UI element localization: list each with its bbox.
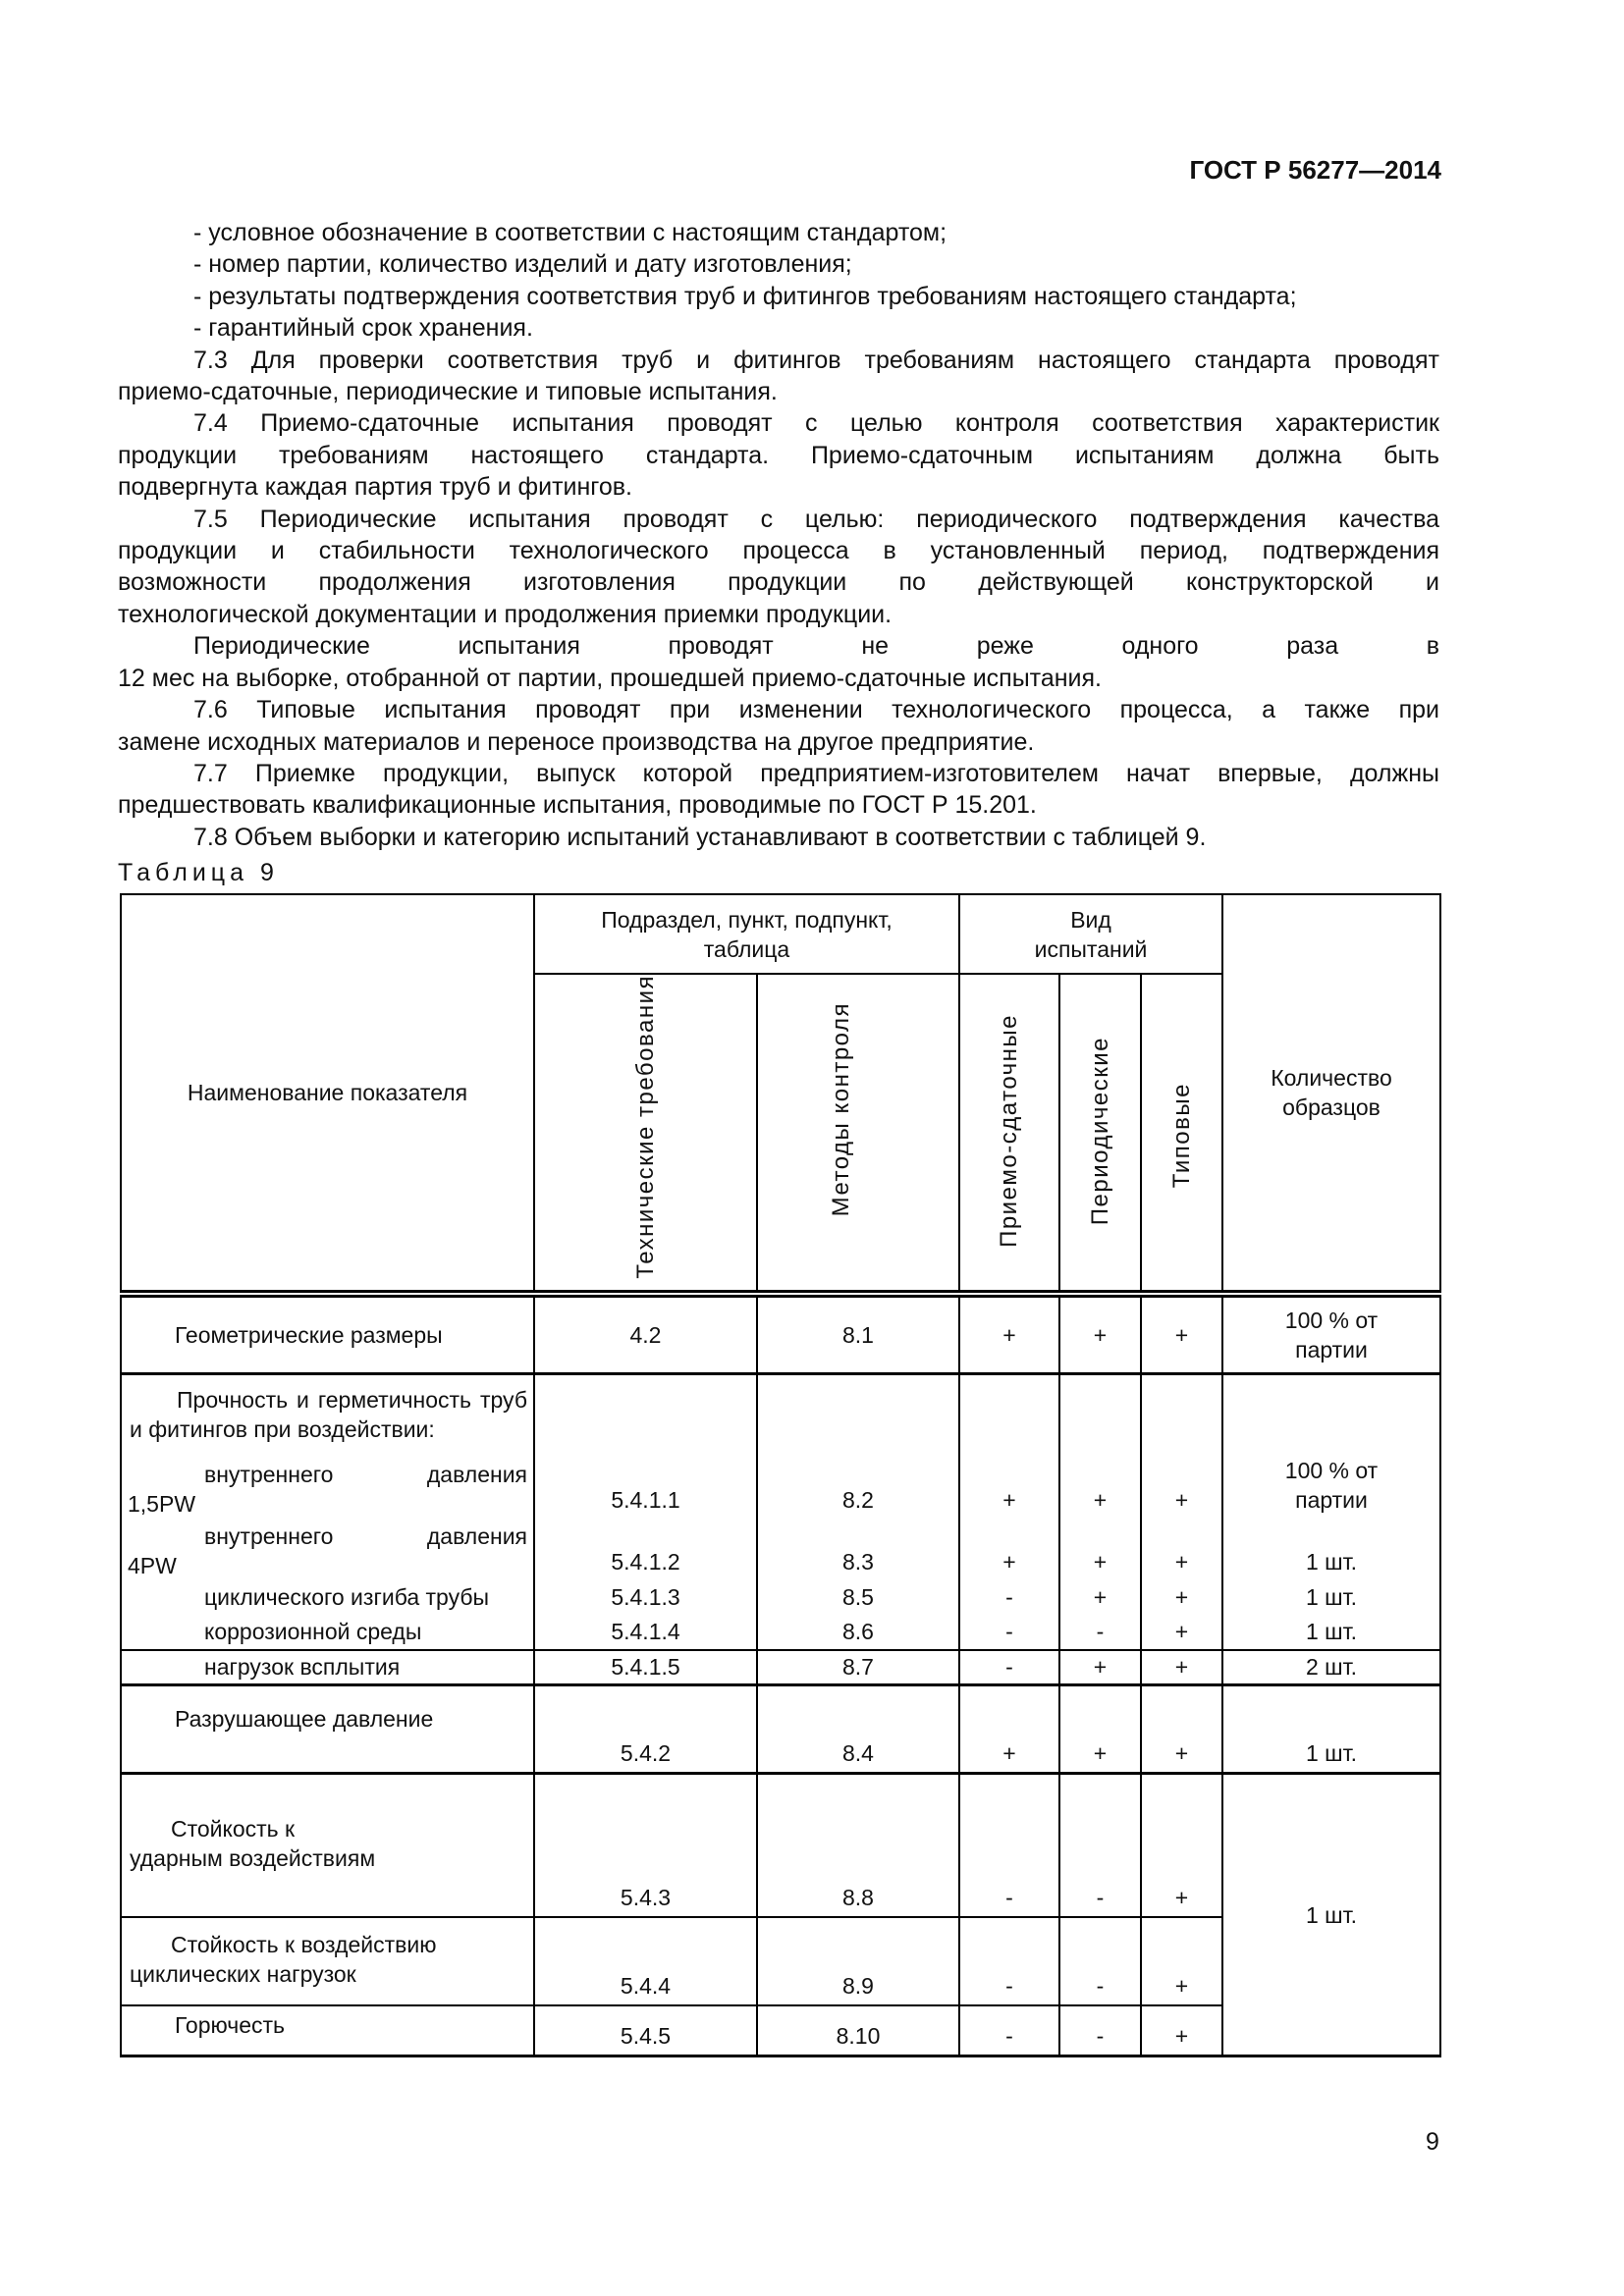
header-section-group: Подраздел, пункт, подпункт, таблица [534,894,959,974]
header-tech: Технические требования [631,975,659,1279]
table-row: нагрузок всплытия 5.4.1.5 8.7 - + + 2 шт. [121,1650,1440,1685]
paragraph-line: 7.5 Периодические испытания проводят с целью: периодического подтверждения качества [193,505,1439,533]
paragraph-line: технологической документации и продолжения приемки продукции. [118,600,893,628]
paragraph-line: - гарантийный срок хранения. [193,314,533,343]
table-row: Стойкость к ударным воздействиям 5.4.3 8.8 - - + 1 шт. [121,1774,1440,1917]
header-type: Типовые [1167,1083,1195,1189]
paragraph-line: 7.8 Объем выборки и категорию испытаний устанавливают в соответствии с таблицей 9. [193,823,1207,851]
table-row: коррозионной среды 5.4.1.4 8.6 - - + 1 шт. [121,1615,1440,1650]
table-row: внутреннего давления 4PW 5.4.1.2 8.3 + + + 1 шт. [121,1519,1440,1580]
table-caption: Таблица 9 [118,859,279,886]
table-row: внутреннего давления 1,5PW 5.4.1.1 8.2 + + + 100 % от партии [121,1455,1440,1519]
table-row: Прочность и герметичность труб и фитингов при воздействии: [121,1374,1440,1455]
paragraph-line: 7.7 Приемке продукции, выпуск которой предприятием-изготовителем начат впервые, должны [193,759,1439,787]
paragraph-line: Периодические испытания проводят не реже одного раза в [193,632,1439,661]
paragraph-line: возможности продолжения изготовления продукции по действующей конструкторской и [118,568,1439,597]
header-methods: Методы контроля [828,1001,854,1216]
table-row: циклического изгиба трубы 5.4.1.3 8.5 - + + 1 шт. [121,1580,1440,1615]
paragraph-line: продукции и стабильности технологического процесса в установленный период, подтверждения [118,537,1439,565]
paragraph-line: 7.4 Приемо-сдаточные испытания проводят с целью контроля соответствия характеристик [193,409,1439,438]
paragraph-line: 12 мес на выборке, отобранной от партии, прошедшей приемо-сдаточные испытания. [118,664,1102,692]
paragraph-line: продукции требованиям настоящего стандарта. Приемо-сдаточным испытаниям должна быть [118,441,1439,469]
paragraph-line: предшествовать квалификационные испытания, проводимые по ГОСТ Р 15.201. [118,791,1037,820]
paragraph-line: подвергнута каждая партия труб и фитингов. [118,473,632,502]
document-code: ГОСТ Р 56277—2014 [1189,155,1441,185]
paragraph-line: 7.6 Типовые испытания проводят при изменении технологического процесса, а также при [193,696,1439,724]
test-table [120,893,1441,2057]
paragraph-line: приемо-сдаточные, периодические и типовые испытания. [118,378,778,406]
table-row: Разрушающее давление 5.4.2 8.4 + + + 1 шт. [121,1685,1440,1774]
body-text [118,217,1439,853]
header-name: Наименование показателя [121,894,534,1294]
paragraph-line: - условное обозначение в соответствии с настоящим стандартом; [193,219,947,246]
paragraph-line: замене исходных материалов и переносе производства на другое предприятие. [118,727,1035,756]
paragraph-line: - результаты подтверждения соответствия труб и фитингов требованиям настоящего стандарта; [193,282,1297,310]
paragraph-line: 7.3 Для проверки соответствия труб и фитингов требованиям настоящего стандарта проводят [193,346,1439,374]
paragraph-line: - номер партии, количество изделий и дату изготовления; [193,250,852,279]
page-number: 9 [1426,2128,1439,2156]
header-test-group: Вид испытаний [959,894,1222,974]
header-count: Количество образцов [1222,894,1440,1294]
table-row: Стойкость к воздействию циклических нагрузок 5.4.4 8.9 - - + [121,1917,1440,2005]
header-acceptance: Приемо-сдаточные [996,1013,1022,1248]
table-row: Геометрические размеры 4.2 8.1 + + + 100 % от партии [121,1294,1440,1374]
header-periodic: Периодические [1086,1037,1113,1226]
table-row: Горючесть 5.4.5 8.10 - - + [121,2005,1440,2056]
